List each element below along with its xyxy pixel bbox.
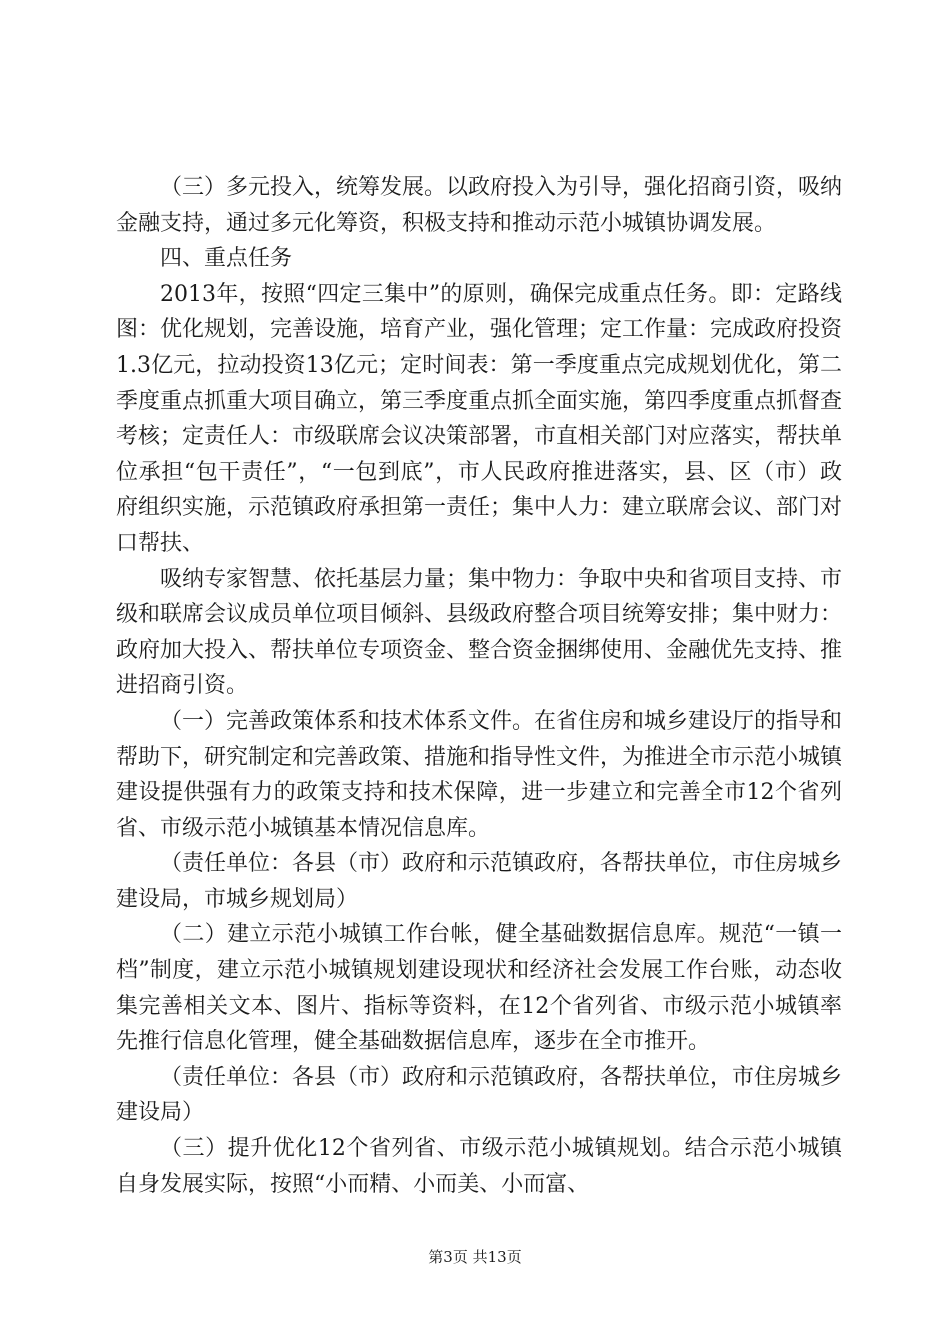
document-body [116,170,842,1202]
paragraph-responsible-units-2: （责任单位：各县（市）政府和示范镇政府，各帮扶单位，市住房城乡建设局） [116,1064,843,1126]
paragraph-planning-optimization: （三）提升优化12个省列省、市级示范小城镇规划。结合示范小城镇自身发展实际，按照“小而精、小而美、小而富、 [116,1136,842,1197]
paragraph-policy-system: （一）完善政策体系和技术体系文件。在省住房和城乡建设厅的指导和帮助下，研究制定和完善政策、措施和指导性文件，为推进全市示范小城镇建设提供强有力的政策支持和技术保障，进一步建立和完善全市12个省列省、市级示范小城镇基本情况信息库。 [116,708,843,841]
paragraph-diversified-investment: （三）多元投入，统筹发展。以政府投入为引导，强化招商引资，吸纳金融支持，通过多元化筹资，积极支持和推动示范小城镇协调发展。 [116,175,843,236]
paragraph-responsible-units-1: （责任单位：各县（市）政府和示范镇政府，各帮扶单位，市住房城乡建设局，市城乡规划局） [116,851,843,912]
paragraph-2013-tasks: 2013年，按照“四定三集中”的原则，确保完成重点任务。即：定路线图：优化规划，完善设施，培育产业，强化管理；定工作量：完成政府投资1.3亿元，拉动投资13亿元；定时间表：第一季度重点完成规划优化，第二季度重点抓重大项目确立，第三季度重点抓全面实施，第四季度重点抓督查考核；定责任人：市级联席会议决策部署，市直相关部门对应落实，帮扶单位承担“包干责任”，“一包到底”，市人民政府推进落实，县、区（市）政府组织实施，示范镇政府承担第一责任；集中人力：建立联席会议、部门对口帮扶、 [116,281,843,556]
paragraph-work-ledger: （二）建立示范小城镇工作台帐，健全基础数据信息库。规范“一镇一档”制度，建立示范小城镇规划建设现状和经济社会发展工作台账，动态收集完善相关文本、图片、指标等资料，在12个省列省、市级示范小城镇率先推行信息化管理，健全基础数据信息库，逐步在全市推开。 [116,922,842,1055]
page-number: 第3页 [428,1248,468,1266]
page-total: 共13页 [472,1248,522,1266]
section-heading-key-tasks: 四、重点任务 [160,246,293,272]
page-footer [0,1246,950,1267]
paragraph-concentration: 吸纳专家智慧、依托基层力量；集中物力：争取中央和省项目支持、市级和联席会议成员单位项目倾斜、县级政府整合项目统筹安排；集中财力：政府加大投入、帮扶单位专项资金、整合资金捆绑使用、金融优先支持、推进招商引资。 [116,566,843,699]
